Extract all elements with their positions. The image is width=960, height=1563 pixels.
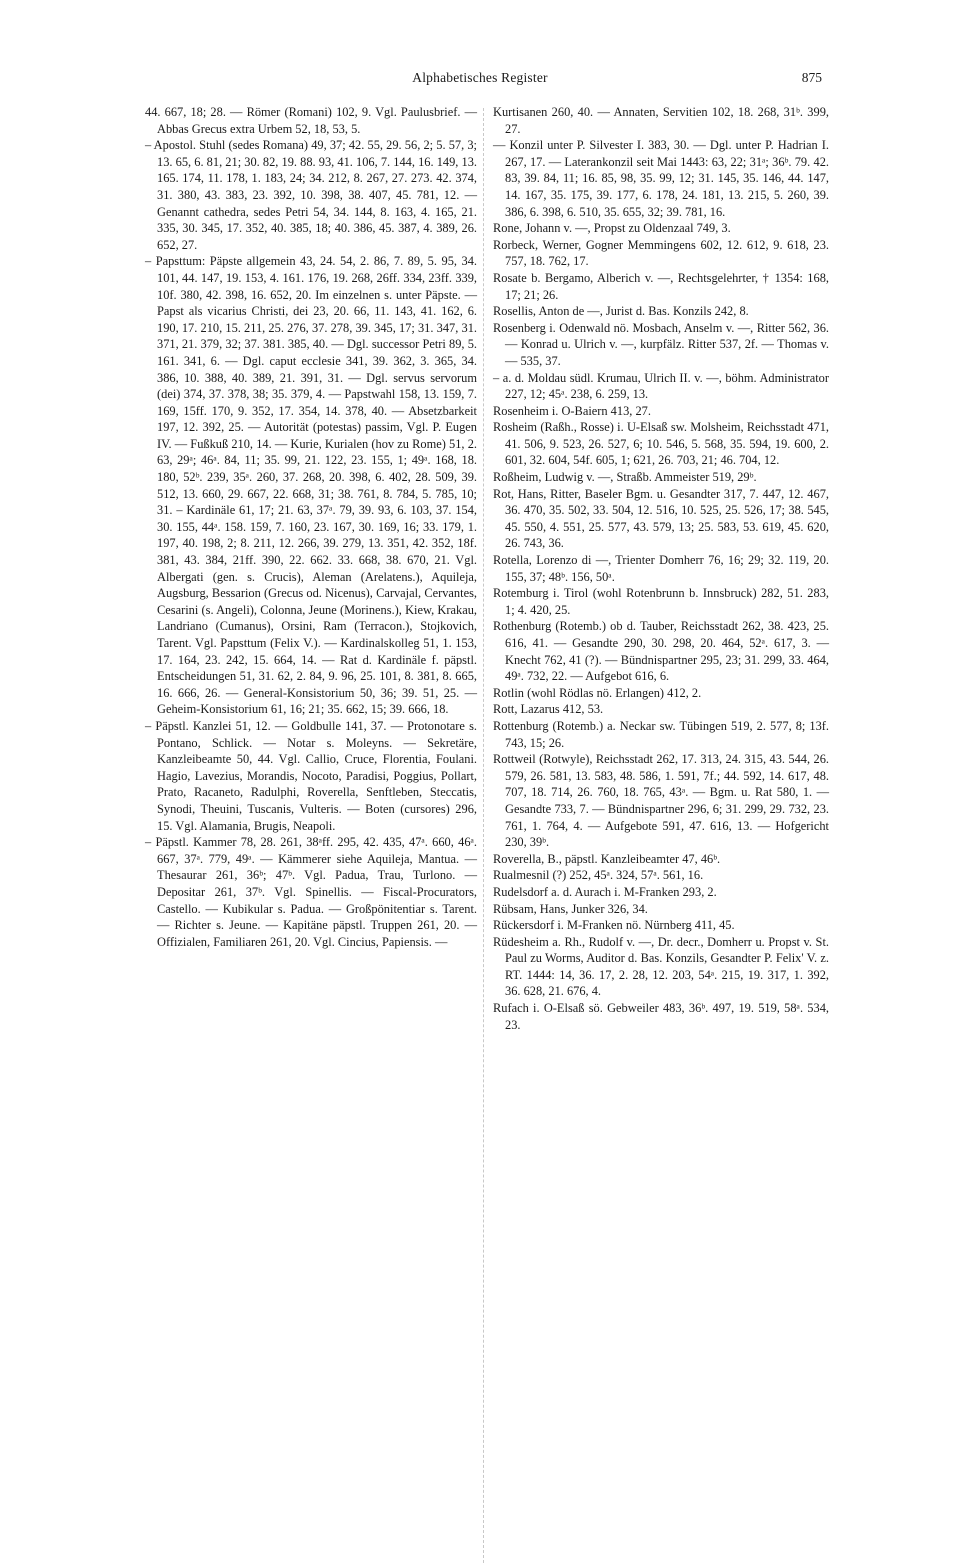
- register-entry: Rückersdorf i. M-Franken nö. Nürnberg 411, 45.: [493, 918, 735, 933]
- column-divider: [483, 108, 484, 1563]
- right-column: [493, 104, 829, 1033]
- register-entry: Rosenberg i. Odenwald nö. Mosbach, Anselm v. —, Ritter 562, 36. — Konrad u. Ulrich v. —, kurpfälz. Ritter 537, 2f. — Thomas v. — 535, 37.: [493, 320, 829, 368]
- register-entry: – Päpstl. Kanzlei 51, 12. — Goldbulle 141, 37. — Protonotare s. Pontano, Schlick. — Notar s. Moleyns. — Sekretäre, Kanzleibeamte 50, 44. Vgl. Callio, Cruce, Florentia, Foulani. Hagio, Lavezius, Morandis, Nocoto, Paradisi, Poggius, Pollart, Prato, Racaneto, Radulphi, Roverella, Senftleben, Steccatis, Synodi, Theuini, Tuscanis, Vulteris. — Boten (cursores) 296, 15. Vgl. Alamania, Brugis, Neapoli.: [145, 718, 477, 833]
- running-title: Alphabetisches Register: [412, 70, 548, 85]
- register-entry: Rothenburg (Rotemb.) ob d. Tauber, Reichsstadt 262, 38. 423, 25. 616, 41. — Gesandte 290, 30. 298, 20. 464, 52ᵃ. 617, 3. — Knecht 762, 41 (?). — Bündnispartner 295, 23; 31. 299, 33. 464, 49ᵃ. 732, 22. — Aufgebot 616, 6.: [493, 619, 829, 684]
- register-entry: Rualmesnil (?) 252, 45ᵃ. 324, 57ᵃ. 561, 16.: [493, 868, 704, 883]
- register-entry: Roverella, B., päpstl. Kanzleibeamter 47, 46ᵇ.: [493, 851, 721, 866]
- register-entry: Rotlin (wohl Rödlas nö. Erlangen) 412, 2.: [493, 685, 702, 700]
- register-entry: Rosate b. Bergamo, Alberich v. —, Rechtsgelehrter, † 1354: 168, 17; 21; 26.: [493, 270, 829, 302]
- register-entry: Rotemburg i. Tirol (wohl Rotenbrunn b. Innsbruck) 282, 51. 283, 1; 4. 420, 25.: [493, 586, 829, 617]
- register-entry: Roßheim, Ludwig v. —, Straßb. Ammeister 519, 29ᵇ.: [493, 470, 757, 485]
- page-number: 875: [801, 70, 822, 85]
- register-entry: 44. 667, 18; 28. — Römer (Romani) 102, 9. Vgl. Paulusbrief. — Abbas Grecus extra Urbem 52, 18, 53, 5.: [145, 105, 477, 136]
- register-entry: Rottenburg (Rotemb.) a. Neckar sw. Tübingen 519, 2. 577, 8; 13f. 743, 15; 26.: [493, 718, 829, 750]
- register-entry: Rüdesheim a. Rh., Rudolf v. —, Dr. decr., Domherr u. Propst v. St. Paul zu Worms, Auditor d. Bas. Konzils, Gesandter P. Felix' V. z. RT. 1444: 14, 36. 17, 2. 28, 12. 203, 54ᵃ. 215, 19. 317, 1. 392, 36. 628, 21. 676, 4.: [493, 934, 829, 999]
- register-entry: Rudelsdorf a. d. Aurach i. M-Franken 293, 2.: [493, 884, 717, 899]
- register-entry: Rosellis, Anton de —, Jurist d. Bas. Konzils 242, 8.: [493, 304, 749, 319]
- register-entry: Kurtisanen 260, 40. — Annaten, Servitien 102, 18. 268, 31ᵇ. 399, 27.: [493, 105, 829, 136]
- register-entry: Rosheim (Raßh., Rosse) i. U-Elsaß sw. Molsheim, Reichsstadt 471, 41. 506, 9. 523, 26. 527, 6; 10. 546, 5. 568, 35. 594, 19. 600, 2. 601, 32. 604, 54f. 605, 1; 621, 26. 703, 21; 46. 704, 12.: [493, 420, 829, 468]
- register-entry: – a. d. Moldau südl. Krumau, Ulrich II. v. —, böhm. Administrator 227, 12; 45ᵃ. 238, 6. 259, 13.: [493, 370, 829, 402]
- page-header: [0, 70, 960, 90]
- register-entry: — Konzil unter P. Silvester I. 383, 30. — Dgl. unter P. Hadrian I. 267, 17. — Laterankonzil seit Mai 1443: 63, 22; 31ᵃ; 36ᵇ. 79. 42. 83, 39. 84, 11; 16. 85, 98, 35. 99, 12; 31. 145, 35. 146, 44. 147, 14. 167, 35. 175, 39. 177, 6. 178, 24. 181, 13. 215, 5. 260, 39. 386, 6. 398, 6. 510, 35. 655, 32; 39. 781, 16.: [493, 138, 829, 219]
- register-entry: Rorbeck, Werner, Gogner Memmingens 602, 12. 612, 9. 618, 23. 757, 18. 762, 17.: [493, 237, 829, 269]
- register-entry: Rot, Hans, Ritter, Baseler Bgm. u. Gesandter 317, 7. 447, 12. 467, 36. 470, 35. 502, 33. 504, 12. 516, 10. 525, 25. 526, 17; 38. 545, 45. 550, 4. 551, 25. 577, 43. 579, 13; 25. 583, 53. 619, 45. 620, 26. 743, 36.: [493, 486, 829, 551]
- register-entry: Rottweil (Rotwyle), Reichsstadt 262, 17. 313, 24. 315, 43. 544, 26. 579, 26. 581, 13. 583, 48. 586, 1. 591, 7f.; 44. 592, 14. 617, 48. 707, 18. 714, 26. 760, 18. 765, 43ᵃ. — Bgm. u. Rat 580, 1. — Gesandte 733, 7. — Bündnispartner 296, 6; 31. 299, 29. 732, 23. 761, 1. 764, 4. — Aufgebote 591, 47. 616, 13. — Hofgericht 230, 39ᵇ.: [493, 752, 829, 850]
- register-entry: Rott, Lazarus 412, 53.: [493, 702, 604, 717]
- register-entry: – Papsttum: Päpste allgemein 43, 24. 54, 2. 86, 7. 89, 5. 95, 34. 101, 44. 147, 19. 153, 4. 161. 176, 19. 268, 26ff. 334, 23ff. 339, 10f. 380, 42. 398, 16. 652, 20. Im einzelnen s. unter Päpste. — Papst als vicarius Christi, dei 23, 20. 66, 11. 143, 41. 162, 6. 190, 17. 210, 15. 211, 25. 276, 37. 278, 39. 345, 17; 31. 347, 31. 371, 21. 379, 32; 37. 381. 385, 40. — Dgl. successor Petri 89, 5. 161. 341, 6. — Dgl. caput ecclesie 341, 39. 362, 3. 365, 34. 386, 10. 388, 40. 389, 21. 391, 31. — Dgl. servus servorum (dei) 374, 37. 378, 38; 35. 379, 4. — Papstwahl 158, 13. 159, 7. 169, 15ff. 170, 9. 352, 17. 354, 14. 378, 40. — Absetzbarkeit 197, 12. 392, 25. — Autorität (potestas) passim, Vgl. P. Eugen IV. — Fußkuß 210, 14. — Kurie, Kurialen (hov zu Rome) 51, 2. 63, 29ᵃ; 46ᵃ. 84, 11; 35. 99, 21. 122, 23. 155, 1; 49ᵃ. 168, 18. 180, 52ᵇ. 239, 35ᵃ. 260, 37. 268, 20. 398, 6. 402, 28. 509, 39. 512, 13. 660, 29. 667, 22. 668, 31; 38. 761, 8. 784, 5. 785, 10; 31. – Kardinäle 61, 17; 21. 63, 37ᵃ. 79, 39. 93, 6. 103, 37. 154, 30. 155, 44ᵃ. 158. 159, 7. 160, 23. 167, 30. 169, 16; 33. 179, 1. 197, 40. 198, 2; 8. 211, 12. 266, 39. 279, 13. 351, 42. 352, 18f. 381, 43. 384, 21ff. 390, 22. 662. 33. 668, 38. 670, 21. Vgl. Albergati (gen. s. Crucis), Aleman (Arelatens.), Aquileja, Augsburg, Bessarion (Grecus od. Nicenus), Carvajal, Cervantes, Cesarini (s. Angeli), Colonna, Jeune (Morinens.), Kiew, Krakau, Landriano (Cumanus), Orsini, Ram (Terracon.), Stojkovich, Tarent. Vgl. Papsttum (Felix V.). — Kardinalskolleg 51, 1. 153, 17. 164, 23. 242, 15. 664, 14. — Rat d. Kardinäle f. päpstl. Entscheidungen 51, 31. 62, 2. 84, 9. 96, 25. 101, 8. 381, 8. 665, 16. 666, 26. — General-Konsistorium 50, 36; 39. 51, 25. — Geheim-Konsistorium 61, 16; 21; 35. 662, 15; 39. 666, 18.: [145, 254, 477, 717]
- register-entry: – Päpstl. Kammer 78, 28. 261, 38ᵃff. 295, 42. 435, 47ᵃ. 660, 46ᵃ. 667, 37ᵃ. 779, 49ᵃ. — Kämmerer siehe Aquileja, Mantua. — Thesaurar 261, 36ᵇ; 47ᵇ. Vgl. Padua, Trau, Turlono. — Depositar 261, 37ᵇ. Vgl. Spinellis. — Fiscal-Procurators, Castello. — Kubikular s. Padua. — Großpönitentiar s. Tarent. — Richter s. Jeune. — Kapitäne päpstl. Truppen 261, 20. — Offizialen, Familiaren 261, 20. Vgl. Cincius, Papiensis. —: [145, 835, 477, 949]
- register-entry: Rübsam, Hans, Junker 326, 34.: [493, 901, 648, 916]
- left-column: [145, 104, 477, 950]
- register-entry: Rosenheim i. O-Baiern 413, 27.: [493, 403, 651, 418]
- register-entry: Rufach i. O-Elsaß sö. Gebweiler 483, 36ᵇ. 497, 19. 519, 58ᵃ. 534, 23.: [493, 1001, 829, 1032]
- register-entry: Rone, Johann v. —, Propst zu Oldenzaal 749, 3.: [493, 221, 731, 236]
- register-entry: – Apostol. Stuhl (sedes Romana) 49, 37; 42. 55, 29. 56, 2; 5. 57, 3; 13. 65, 6. 81, 21; 30. 82, 19. 88. 93, 41. 106, 7. 144, 16. 149, 13. 165. 174, 11. 178, 1. 183, 24; 34. 212, 8. 267, 27. 273. 42. 374, 31. 380, 43. 383, 23. 392, 10. 398, 38. 407, 45. 781, 12. — Genannt cathedra, sedes Petri 54, 34. 144, 8. 163, 4. 165, 21. 335, 30. 345, 17. 352, 40. 385, 18; 40. 386, 45. 387, 4. 389, 26. 652, 27.: [145, 138, 477, 252]
- register-entry: Rotella, Lorenzo di —, Trienter Domherr 76, 16; 29; 32. 119, 20. 155, 37; 48ᵇ. 156, 50ᵃ.: [493, 553, 829, 584]
